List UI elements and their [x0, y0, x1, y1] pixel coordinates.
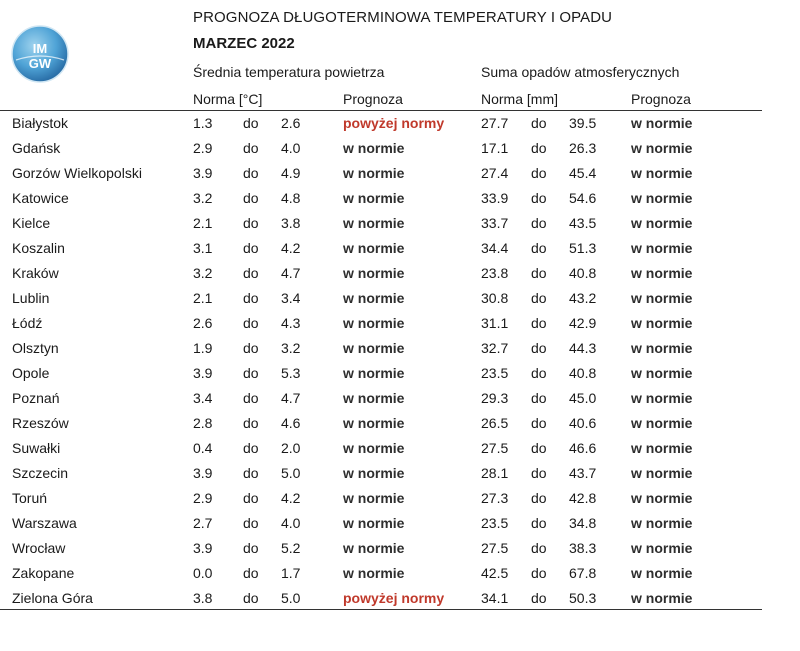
city-cell: Rzeszów	[12, 415, 69, 431]
temp-prognoza-cell: w normie	[343, 390, 405, 406]
rain-prognoza-cell: w normie	[631, 490, 693, 506]
table-row	[0, 287, 762, 312]
rain-range-connector: do	[531, 490, 547, 506]
rain-norma-max-cell: 45.0	[569, 390, 597, 406]
temp-range-connector: do	[243, 190, 259, 206]
rain-norma-max-cell: 38.3	[569, 540, 597, 556]
temp-range-connector: do	[243, 415, 259, 431]
city-cell: Lublin	[12, 290, 50, 306]
temp-norma-max-cell: 2.6	[281, 115, 301, 131]
temp-norma-min-cell: 3.9	[193, 465, 213, 481]
temp-norma-min-cell: 2.9	[193, 490, 213, 506]
city-cell: Suwałki	[12, 440, 61, 456]
temp-norma-max-cell: 4.6	[281, 415, 301, 431]
rain-norma-min-cell: 23.8	[481, 265, 509, 281]
rain-prognoza-cell: w normie	[631, 315, 693, 331]
temp-norma-min-cell: 1.3	[193, 115, 213, 131]
rain-norma-min-cell: 27.5	[481, 540, 509, 556]
rain-range-connector: do	[531, 115, 547, 131]
rain-range-connector: do	[531, 515, 547, 531]
table-row	[0, 212, 762, 237]
temp-range-connector: do	[243, 365, 259, 381]
temp-norma-min-cell: 2.8	[193, 415, 213, 431]
rain-norma-min-cell: 23.5	[481, 515, 509, 531]
temp-norma-max-cell: 3.8	[281, 215, 301, 231]
rain-range-connector: do	[531, 140, 547, 156]
rain-norma-min-cell: 32.7	[481, 340, 509, 356]
city-cell: Poznań	[12, 390, 60, 406]
forecast-table	[0, 112, 762, 612]
rain-range-connector: do	[531, 265, 547, 281]
logo-text-line2: GW	[28, 56, 52, 71]
temp-prognoza-cell: w normie	[343, 215, 405, 231]
temp-prognoza-cell: w normie	[343, 440, 405, 456]
temp-norma-min-cell: 0.0	[193, 565, 213, 581]
temp-prognoza-header: Prognoza	[343, 91, 403, 107]
city-cell: Katowice	[12, 190, 69, 206]
temp-norma-max-cell: 5.2	[281, 540, 301, 556]
table-bottom-rule	[0, 609, 762, 610]
rain-norma-min-cell: 33.7	[481, 215, 509, 231]
rain-norma-max-cell: 42.9	[569, 315, 597, 331]
table-row	[0, 262, 762, 287]
rain-prognoza-cell: w normie	[631, 340, 693, 356]
rain-norma-min-cell: 31.1	[481, 315, 509, 331]
temp-norma-min-cell: 3.9	[193, 365, 213, 381]
table-row	[0, 412, 762, 437]
temp-norma-min-cell: 2.1	[193, 215, 213, 231]
rain-prognoza-cell: w normie	[631, 165, 693, 181]
rain-norma-max-cell: 40.8	[569, 265, 597, 281]
rain-norma-max-cell: 50.3	[569, 590, 597, 606]
temp-prognoza-cell: w normie	[343, 190, 405, 206]
temp-norma-max-cell: 4.8	[281, 190, 301, 206]
temp-prognoza-cell: w normie	[343, 465, 405, 481]
rain-prognoza-header: Prognoza	[631, 91, 691, 107]
rain-range-connector: do	[531, 415, 547, 431]
temp-prognoza-cell: w normie	[343, 515, 405, 531]
city-cell: Zakopane	[12, 565, 75, 581]
city-cell: Gorzów Wielkopolski	[12, 165, 142, 181]
table-row	[0, 312, 762, 337]
rain-range-connector: do	[531, 590, 547, 606]
table-row	[0, 387, 762, 412]
temp-norma-max-cell: 4.2	[281, 490, 301, 506]
temp-norma-min-cell: 3.2	[193, 265, 213, 281]
temp-range-connector: do	[243, 115, 259, 131]
rain-norma-min-cell: 27.4	[481, 165, 509, 181]
rain-norma-min-cell: 27.5	[481, 440, 509, 456]
rain-norma-min-cell: 29.3	[481, 390, 509, 406]
rain-prognoza-cell: w normie	[631, 390, 693, 406]
temp-range-connector: do	[243, 565, 259, 581]
rain-prognoza-cell: w normie	[631, 590, 693, 606]
rain-norma-max-cell: 54.6	[569, 190, 597, 206]
rain-prognoza-cell: w normie	[631, 290, 693, 306]
city-cell: Kraków	[12, 265, 59, 281]
temp-prognoza-cell: w normie	[343, 315, 405, 331]
temp-prognoza-cell: w normie	[343, 340, 405, 356]
temp-prognoza-cell: powyżej normy	[343, 115, 445, 131]
rain-prognoza-cell: w normie	[631, 265, 693, 281]
temp-norma-min-cell: 3.9	[193, 540, 213, 556]
rain-range-connector: do	[531, 315, 547, 331]
rain-norma-max-cell: 44.3	[569, 340, 597, 356]
rain-prognoza-cell: w normie	[631, 140, 693, 156]
temp-prognoza-cell: w normie	[343, 290, 405, 306]
rain-range-connector: do	[531, 240, 547, 256]
rain-prognoza-cell: w normie	[631, 515, 693, 531]
temp-range-connector: do	[243, 265, 259, 281]
temp-norma-max-cell: 3.4	[281, 290, 301, 306]
rain-norma-min-cell: 34.1	[481, 590, 509, 606]
temp-range-connector: do	[243, 290, 259, 306]
city-cell: Kielce	[12, 215, 51, 231]
temp-norma-max-cell: 1.7	[281, 565, 301, 581]
city-cell: Opole	[12, 365, 50, 381]
temp-prognoza-cell: powyżej normy	[343, 590, 445, 606]
temp-range-connector: do	[243, 590, 259, 606]
rain-prognoza-cell: w normie	[631, 540, 693, 556]
rain-norma-min-cell: 27.3	[481, 490, 509, 506]
rain-range-connector: do	[531, 365, 547, 381]
temp-norma-min-cell: 2.1	[193, 290, 213, 306]
rain-range-connector: do	[531, 215, 547, 231]
temp-norma-max-cell: 2.0	[281, 440, 301, 456]
table-row	[0, 487, 762, 512]
rain-norma-min-cell: 33.9	[481, 190, 509, 206]
city-cell: Olsztyn	[12, 340, 59, 356]
temp-prognoza-cell: w normie	[343, 165, 405, 181]
rain-prognoza-cell: w normie	[631, 115, 693, 131]
temp-norma-min-cell: 2.7	[193, 515, 213, 531]
temp-range-connector: do	[243, 240, 259, 256]
temp-range-connector: do	[243, 140, 259, 156]
rain-range-connector: do	[531, 340, 547, 356]
temp-norma-max-cell: 5.0	[281, 590, 301, 606]
temp-norma-max-cell: 4.0	[281, 140, 301, 156]
temp-norma-max-cell: 5.3	[281, 365, 301, 381]
page-title: PROGNOZA DŁUGOTERMINOWA TEMPERATURY I OPADU	[193, 9, 613, 26]
temp-norma-min-cell: 3.4	[193, 390, 213, 406]
city-cell: Toruń	[12, 490, 48, 506]
temp-prognoza-cell: w normie	[343, 540, 405, 556]
rain-range-connector: do	[531, 465, 547, 481]
table-row	[0, 237, 762, 262]
temp-range-connector: do	[243, 490, 259, 506]
rain-norma-max-cell: 45.4	[569, 165, 597, 181]
rain-norma-min-cell: 34.4	[481, 240, 509, 256]
table-row	[0, 437, 762, 462]
rain-norma-min-cell: 28.1	[481, 465, 509, 481]
table-row	[0, 462, 762, 487]
table-row	[0, 162, 762, 187]
city-cell: Szczecin	[12, 465, 69, 481]
rain-norma-max-cell: 26.3	[569, 140, 597, 156]
temp-group-header: Średnia temperatura powietrza	[193, 64, 385, 80]
temp-prognoza-cell: w normie	[343, 490, 405, 506]
temp-norma-max-cell: 4.7	[281, 390, 301, 406]
rain-norma-max-cell: 40.6	[569, 415, 597, 431]
table-row	[0, 512, 762, 537]
rain-norma-min-cell: 17.1	[481, 140, 509, 156]
rain-norma-max-cell: 43.5	[569, 215, 597, 231]
temp-norma-max-cell: 4.9	[281, 165, 301, 181]
rain-range-connector: do	[531, 390, 547, 406]
table-top-rule	[0, 110, 762, 111]
temp-norma-max-cell: 4.7	[281, 265, 301, 281]
temp-prognoza-cell: w normie	[343, 365, 405, 381]
rain-norma-min-cell: 23.5	[481, 365, 509, 381]
temp-range-connector: do	[243, 440, 259, 456]
temp-range-connector: do	[243, 315, 259, 331]
temp-prognoza-cell: w normie	[343, 415, 405, 431]
rain-prognoza-cell: w normie	[631, 215, 693, 231]
temp-norma-min-cell: 0.4	[193, 440, 213, 456]
city-cell: Gdańsk	[12, 140, 61, 156]
table-row	[0, 137, 762, 162]
rain-norma-header: Norma [mm]	[481, 91, 558, 107]
temp-norma-min-cell: 3.2	[193, 190, 213, 206]
temp-prognoza-cell: w normie	[343, 240, 405, 256]
rain-norma-min-cell: 27.7	[481, 115, 509, 131]
temp-range-connector: do	[243, 340, 259, 356]
temp-range-connector: do	[243, 540, 259, 556]
temp-prognoza-cell: w normie	[343, 265, 405, 281]
rain-norma-max-cell: 43.2	[569, 290, 597, 306]
temp-norma-min-cell: 2.6	[193, 315, 213, 331]
city-cell: Łódź	[12, 315, 43, 331]
temp-range-connector: do	[243, 215, 259, 231]
temp-prognoza-cell: w normie	[343, 140, 405, 156]
city-cell: Zielona Góra	[12, 590, 93, 606]
rain-prognoza-cell: w normie	[631, 415, 693, 431]
city-cell: Białystok	[12, 115, 69, 131]
table-row	[0, 337, 762, 362]
table-row	[0, 187, 762, 212]
rain-range-connector: do	[531, 565, 547, 581]
temp-range-connector: do	[243, 515, 259, 531]
rain-norma-max-cell: 51.3	[569, 240, 597, 256]
page-subtitle: MARZEC 2022	[193, 35, 295, 52]
temp-norma-max-cell: 3.2	[281, 340, 301, 356]
rain-range-connector: do	[531, 290, 547, 306]
temp-norma-max-cell: 4.3	[281, 315, 301, 331]
temp-range-connector: do	[243, 465, 259, 481]
rain-norma-max-cell: 43.7	[569, 465, 597, 481]
temp-range-connector: do	[243, 165, 259, 181]
temp-norma-max-cell: 5.0	[281, 465, 301, 481]
rain-prognoza-cell: w normie	[631, 565, 693, 581]
rain-norma-min-cell: 26.5	[481, 415, 509, 431]
rain-range-connector: do	[531, 165, 547, 181]
city-cell: Warszawa	[12, 515, 77, 531]
temp-norma-min-cell: 3.9	[193, 165, 213, 181]
rain-norma-min-cell: 42.5	[481, 565, 509, 581]
rain-norma-max-cell: 42.8	[569, 490, 597, 506]
rain-norma-max-cell: 40.8	[569, 365, 597, 381]
rain-norma-max-cell: 39.5	[569, 115, 597, 131]
logo-text-line1: IM	[32, 41, 48, 56]
city-cell: Koszalin	[12, 240, 65, 256]
temp-norma-max-cell: 4.2	[281, 240, 301, 256]
table-row	[0, 362, 762, 387]
rain-norma-min-cell: 30.8	[481, 290, 509, 306]
rain-norma-max-cell: 67.8	[569, 565, 597, 581]
rain-prognoza-cell: w normie	[631, 365, 693, 381]
table-row	[0, 562, 762, 587]
temp-norma-min-cell: 1.9	[193, 340, 213, 356]
city-cell: Wrocław	[12, 540, 66, 556]
rain-prognoza-cell: w normie	[631, 440, 693, 456]
rain-range-connector: do	[531, 440, 547, 456]
temp-norma-min-cell: 2.9	[193, 140, 213, 156]
temp-norma-min-cell: 3.8	[193, 590, 213, 606]
temp-norma-max-cell: 4.0	[281, 515, 301, 531]
temp-range-connector: do	[243, 390, 259, 406]
rain-group-header: Suma opadów atmosferycznych	[481, 64, 680, 80]
rain-norma-max-cell: 34.8	[569, 515, 597, 531]
rain-prognoza-cell: w normie	[631, 465, 693, 481]
temp-prognoza-cell: w normie	[343, 565, 405, 581]
rain-norma-max-cell: 46.6	[569, 440, 597, 456]
table-row	[0, 112, 762, 137]
rain-prognoza-cell: w normie	[631, 190, 693, 206]
imgw-logo	[10, 24, 70, 84]
table-row	[0, 537, 762, 562]
rain-range-connector: do	[531, 190, 547, 206]
rain-prognoza-cell: w normie	[631, 240, 693, 256]
rain-range-connector: do	[531, 540, 547, 556]
temp-norma-header: Norma [°C]	[193, 91, 263, 107]
temp-norma-min-cell: 3.1	[193, 240, 213, 256]
